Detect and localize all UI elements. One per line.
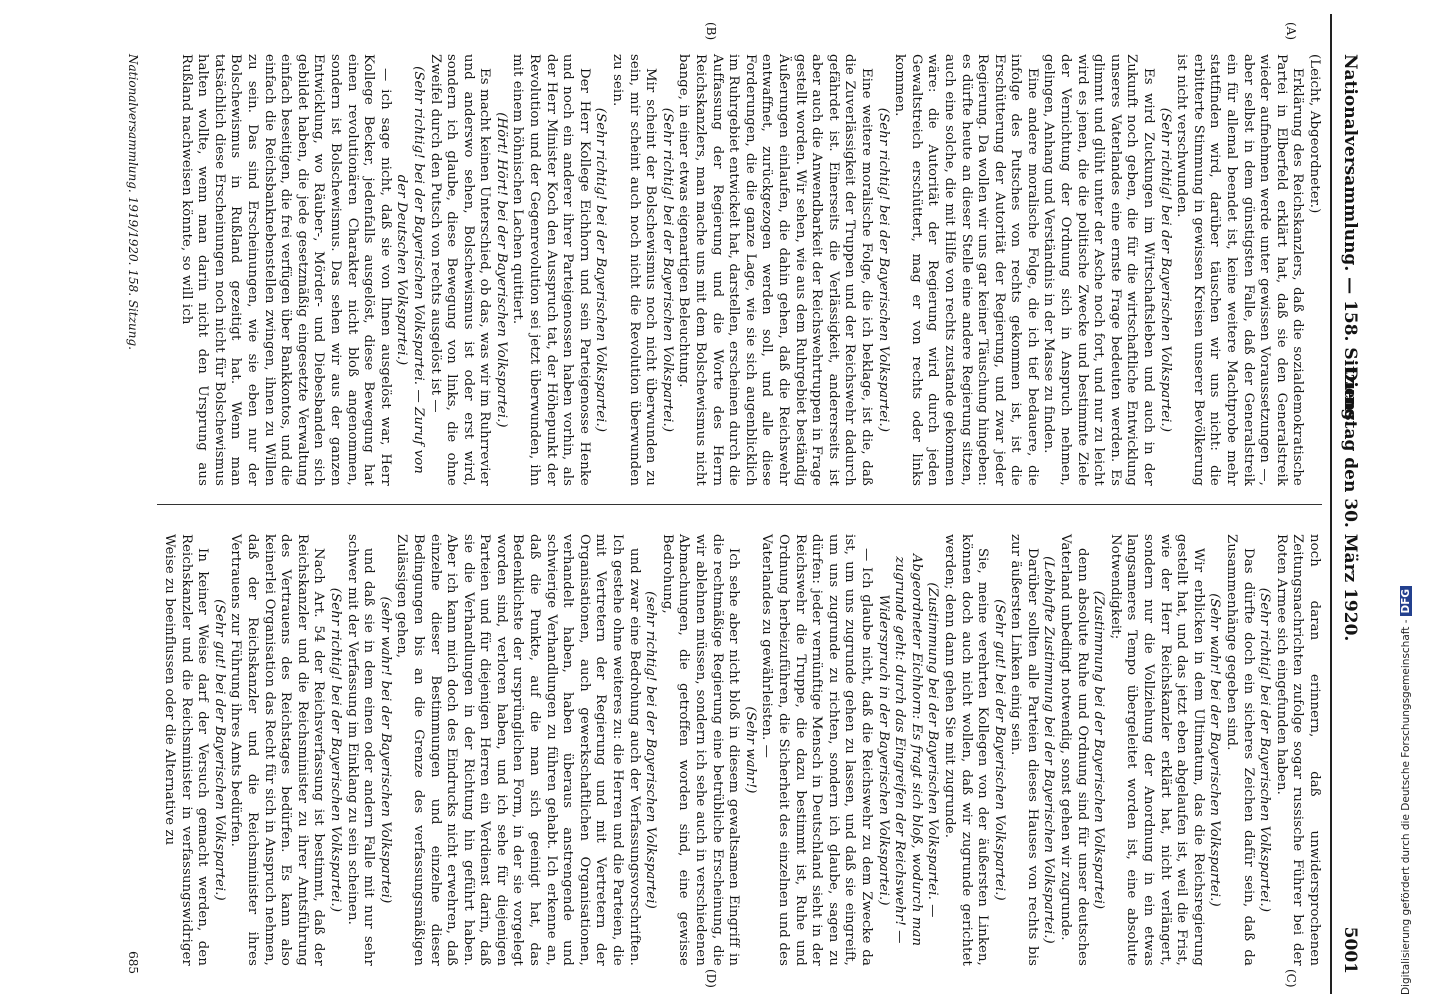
paragraph: (Sehr gut! bei der Bayerischen Volkspartei.) xyxy=(991,599,1007,901)
paragraph: Erklärung des Reichskanzlers, daß die sozialdemokratische Partei in Elberfeld erklärt hat, daß sie den Generalstreik wieder aufnehmen werde unter gewissen Voraussetzungen —, aber selbst in dem günstigsten Falle, daß der Generalstreik ein für allemal beendet ist, keine weitere Machtprobe mehr stattfinden wird, darüber täuschen wir uns nicht: die erbitterte Stimmung in gewissen Kreisen unserer Bevölkerung ist nicht verschwunden. xyxy=(1174,54,1306,486)
paragraph: (Leicht, Abgeordneter.) xyxy=(1307,54,1322,214)
margin-mark-c: (C) xyxy=(1284,969,1298,988)
paragraph: (sehr wahr! bei der Bayerischen Volkspartei) xyxy=(377,596,393,904)
credit-text: Digitalisierung gefördert durch die Deutsche Forschungsgemeinschaft - xyxy=(1400,619,1412,995)
paragraph: (Hört! Hört! bei der Bayerischen Volkspartei.) xyxy=(493,112,509,428)
page-header xyxy=(1330,14,1366,994)
paragraph: und daß sie in dem einen oder andern Falle mit nur sehr schwer mit der Verfassung im Einklang zu sein scheinen. xyxy=(344,534,377,966)
paragraph: denn absolute Ruhe und Ordnung sind für unser deutsches Vaterland unbedingt notwendig, sonst gehen wir zugrunde. xyxy=(1058,534,1090,966)
left-column xyxy=(177,54,1322,486)
paragraph: (Sehr richtig! bei der Bayerischen Volkspartei. — Zuruf von der Deutschen Volkspartei.) xyxy=(394,66,426,474)
paragraph: Eine weitere moralische Folge, die ich beklage, ist die, daß die Zuverlässigkeit der Truppen und der Reichswehr dadurch gefährdet ist. Einerseits die Verlässigkeit, andererseits ist aber auch die Anwendbarkeit der Reichswehrtruppen in Frage gestellt worden. Wir sehen, wie aus dem Ruhrgebiet beständig Äußerungen einlaufen, die dahin gehen, daß die Reichswehr entwaffnet, zurückgezogen werden soll, und alle diese Forderungen, die die ganze Lage, wie sie sich augenblicklich im Ruhrgebiet entwickelt hat, darstellen, erscheinen durch die Auffassung der Regierung und die Worte des Herrn Reichskanzlers, man mache uns mit dem Bolschewismus nicht bange, in einer etwas eigenartigen Beleuchtung. xyxy=(676,54,874,486)
column-divider xyxy=(157,504,1322,505)
paragraph: (Zustimmung bei der Bayerischen Volkspartei. — Abgeordneter Eichhorn: Es fragt sich bloß, wodurch man zugrunde geht: durch das Eingreifen der Reichswehr! — Widerspruch in der Bayerischen Volkspartei.) xyxy=(875,553,941,947)
margin-mark-b: (B) xyxy=(704,22,718,41)
paragraph: Darüber sollten alle Parteien dieses Hauses von rechts bis zur äußersten Linken einig sein. xyxy=(1008,534,1040,966)
right-column xyxy=(160,534,1322,966)
paragraph: — ich sage nicht, daß sie von Ihnen ausgelöst war, Herr Kollege Becker, jedenfalls ausgelöst, diese Bewegung hat einen revolutionären Charakter nicht bloß angenommen, sondern ist Bolschewismus. Das sehen wir aus der ganzen Entwicklung, wo Räuber-, Mörder- und Diebesbanden sich gebildet haben, die jede gesetzmäßig eingesetzte Verwaltung einfach beseitigen, die frei verfügen über Bankkontos, und die einfach die Reichsbanknebenstellen zwingen, ihnen zu Willen zu sein. Das sind Erscheinungen, wie sie eben nur der Bolschewismus in Rußland gezeitigt hat. Wenn man tatsächlich diese Erscheinungen noch nicht für Bolschewismus halten wollte, wenn man darin nicht den Ursprung aus Rußland nachweisen könnte, so will ich xyxy=(178,54,393,486)
paragraph: Es macht keinen Unterschied, ob das, was wir im Ruhrrevier und anderswo sehen, Bolschewismus ist oder erst wird, sondern ich glaube, diese Bewegung von links, die ohne Zweifel durch den Putsch von rechts ausgelöst ist — xyxy=(427,54,493,486)
page-number: 5001 xyxy=(1340,926,1360,974)
paragraph: (Zustimmung bei der Bayerischen Volkspartei) xyxy=(1091,590,1107,910)
paragraph: — Ich glaube nicht, daß die Reichswehr zu dem Zwecke da ist, um uns zugrunde gehen zu lassen, und daß sie eingreift, um uns zugrunde zu richten, sondern ich glaube, sagen zu dürfen: jeder vernünftige Mensch in Deutschland sieht in der Reichswehr die Truppe, die dazu bestimmt ist, Ruhe und Ordnung herbeizuführen, die Sicherheit des einzelnen und des Vaterlandes zu gewährleisten. — xyxy=(759,534,874,966)
paragraph: (Sehr wahr!) xyxy=(742,706,758,794)
paragraph: noch daran erinnern, daß unwidersprochenen Zeitungsnachrichten zufolge sogar russische Führer bei der Roten Armee sich eingefunden haben. xyxy=(1273,534,1322,966)
header-left: Nationalversammlung. — 158. Sitzung. xyxy=(1340,54,1360,427)
footer-left: Nationalversammlung. 1919/1920. 158. Sitzung. xyxy=(126,54,140,350)
paragraph: Mir scheint der Bolschewismus noch nicht überwunden zu sein, mir scheint auch noch nicht die Revolution überwunden zu sein. xyxy=(610,54,659,486)
paragraph: Der Herr Kollege Eichhorn und sein Parteigenosse Henke und noch ein anderer ihrer Parteigenossen haben vorhin, als der Herr Minister Koch den Ausspruch tat, der Höhepunkt der Revolution und der Gegenrevolution sei jetzt überwunden, ihn mit einem höhnischen Lachen quittiert. xyxy=(510,54,592,486)
paragraph: Eine andere moralische Folge, die ich tief bedauere, die infolge des Putsches von rechts gekommen ist, ist die Erschütterung der Autorität der Regierung, und zwar jeder Regierung. Da wollen wir uns gar keiner Täuschung hingeben: es dürfte heute an dieser Stelle eine andere Regierung sitzen, auch eine solche, die mit Hilfe von rechts zustande gekommen wäre: die Autorität der Regierung wird durch jeden Gewaltstreich erschüttert, mag er von rechts oder links kommen. xyxy=(892,54,1040,486)
paragraph: Nach Art. 54 der Reichsverfassung ist bestimmt, daß der Reichskanzler und die Reichsminister zu ihrer Amtsführung des Vertrauens des Reichstages bedürfen. Es kann also keinerlei Organisation das Recht für sich in Anspruch nehmen, daß der Reichskanzler und die Reichsminister ihres Vertrauens zur Führung ihres Amts bedürfen. xyxy=(228,534,327,966)
paragraph: Es wird Zuckungen im Wirtschaftsleben und auch in der Zukunft noch geben, die für die wirtschaftliche Entwicklung unseres Vaterlandes eine ernste Frage bedeuten werden. Es glimmt und glüht unter der Asche noch fort, und nur zu leicht wird es jenen, die die politische Zwecke und bestimmte Ziele der Vernichtung der Ordnung sich in Anspruch nehmen, gelingen, Anhang und Verständnis in der Masse zu finden. xyxy=(1041,54,1157,486)
header-date: Dienstag den 30. März 1920. xyxy=(1340,366,1360,642)
paragraph: Ich sehe aber nicht bloß in diesem gewaltsamen Eingriff in die rechtmäßige Regierung eine betrübliche Erscheinung, die wir ablehnen müssen, sondern ich sehe auch in verschiedenen Abmachungen, die getroffen worden sind, eine gewisse Bedrohung, xyxy=(659,534,742,966)
paragraph: (Sehr richtig! bei der Bayerischen Volkspartei.) xyxy=(327,587,343,913)
paragraph: Das dürfte doch ein sicheres Zeichen dafür sein, daß da Zusammenhänge gegeben sind. xyxy=(1224,534,1256,966)
paragraph: (Sehr richtig! bei der Bayerischen Volkspartei.) xyxy=(593,107,609,433)
paragraph: Sie, meine verehrten Kollegen von der äußersten Linken, können doch auch nicht wollen, daß wir zugrunde gerichtet werden; denn dann gehen Sie mit zugrunde. xyxy=(941,534,991,966)
paragraph: (Sehr wahr! bei der Bayerischen Volkspartei.) xyxy=(1207,593,1223,907)
paragraph: (Sehr richtig! bei der Bayerischen Volkspartei.) xyxy=(875,107,891,433)
paragraph: (sehr richtig! bei der Bayerischen Volkspartei) xyxy=(643,591,659,909)
margin-mark-d: (D) xyxy=(704,969,718,988)
paragraph: (Lebhafte Zustimmung bei der Bayerischen Volkspartei.) xyxy=(1041,556,1057,944)
paragraph: In keiner Weise darf der Versuch gemacht werden, den Reichskanzler und die Reichsminister in verfassungswidriger Weise zu beeinflussen oder die Alternative zu xyxy=(162,534,211,966)
dfg-logo: DFG xyxy=(1400,586,1412,617)
footer-page-number: 685 xyxy=(126,951,140,974)
paragraph: (Sehr richtig! bei der Bayerischen Volkspartei.) xyxy=(1157,107,1173,433)
paragraph: (Sehr richtig! bei der Bayerischen Volkspartei.) xyxy=(1257,587,1273,913)
paragraph: (Sehr richtig! bei der Bayerischen Volkspartei.) xyxy=(659,107,675,433)
paragraph: und zwar eine Bedrohung auch der Verfassungsvorschriften. Ich gestehe ohne weiteres zu: die Herren und die Parteien, die mit Vertretern der Regierung und mit Vertretern der Organisationen, auch gewerkschaftlichen Organisationen, verhandelt haben, haben überaus anstrengende und schwierige Verhandlungen zu führen gehabt. Ich erkenne an, daß die Punkte, auf die man sich geeinigt hat, das Bedenklichste der ursprünglichen Form, in der sie vorgelegt worden sind, verloren haben, und ich sehe für diejenigen Parteien und für diejenigen Herren ein Verdienst darin, daß sie die Verhandlungen in der Richtung hin geführt haben. Aber ich kann mich doch des Eindrucks nicht erwehren, daß einzelne dieser Bestimmungen und einzelne dieser Bedingungen bis an die Grenze des verfassungsmäßigen Zulässigen gehen, xyxy=(394,534,642,966)
paragraph: Wir erblicken in dem Ultimatum, das die Reichsregierung gestellt hat, und das jetzt eben abgelaufen ist, weil die Frist, wie der Herr Reichskanzler erklärt hat, nicht verlängert, sondern nur die Vollziehung der Anordnung in ein etwas langsameres Tempo übergeleitet worden ist, eine absolute Notwendigkeit; xyxy=(1107,534,1206,966)
rotated-page xyxy=(38,14,1378,994)
margin-mark-a: (A) xyxy=(1284,22,1298,41)
sidebar-credit-text xyxy=(1400,586,1412,995)
sidebar-credit xyxy=(1388,0,1434,1000)
paragraph: (Sehr gut! bei der Bayerischen Volkspartei.) xyxy=(211,599,227,901)
